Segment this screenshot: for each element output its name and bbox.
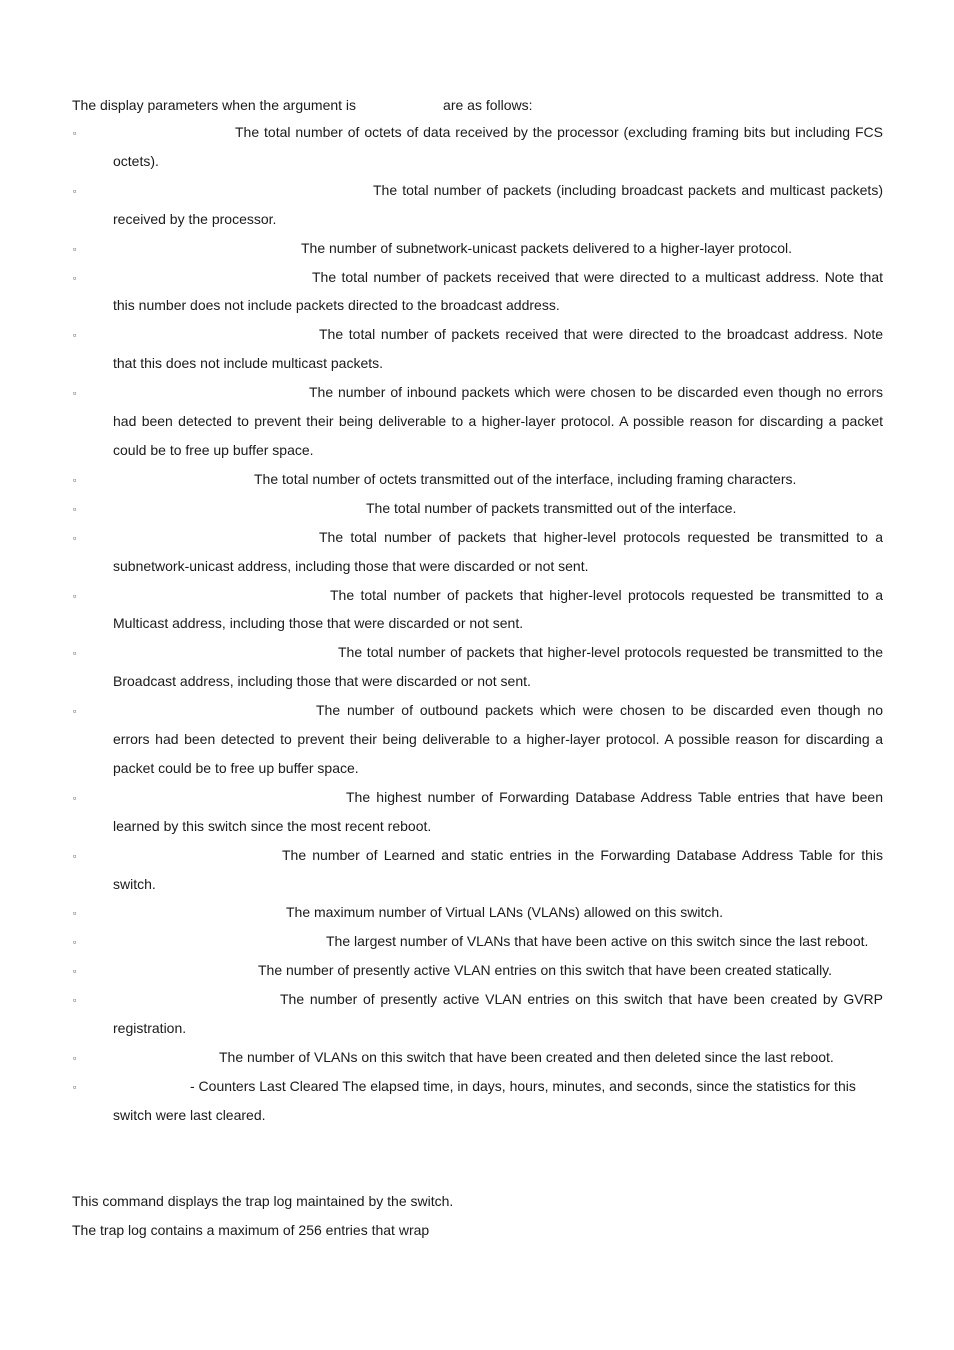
list-item-text: The total number of packets that higher-level protocols requested be transmitted to a subnetwork-unicast address, including those that were discarded or not sent. bbox=[113, 528, 883, 574]
list-item-text: The total number of packets that higher-level protocols requested be transmitted to the Broadcast address, including those that were discarded or not sent. bbox=[113, 644, 883, 690]
bullet-icon: ▫ bbox=[73, 128, 77, 138]
bullet-icon: ▫ bbox=[73, 966, 77, 977]
section-description: This command displays the trap log maintained by the switch. bbox=[72, 1193, 454, 1209]
bullet-icon: ▫ bbox=[73, 706, 77, 717]
list-item bbox=[0, 234, 954, 263]
list-item bbox=[0, 985, 954, 1043]
intro-text-before: The display parameters when the argument is bbox=[72, 97, 357, 113]
bullet-icon: ▫ bbox=[73, 590, 77, 601]
bullet-icon: ▫ bbox=[73, 850, 77, 861]
bullet-icon: ▫ bbox=[73, 792, 77, 803]
list-item bbox=[0, 927, 954, 956]
list-item-text: The number of outbound packets which were chosen to be discarded even though no errors had been detected to prevent their being deliverable to a higher-layer protocol. A possible reason for discarding a packet could be to free up buffer space. bbox=[113, 702, 883, 776]
bullet-icon: ▫ bbox=[73, 908, 77, 919]
list-item-text: The number of VLANs on this switch that have been created and then deleted since the last reboot. bbox=[219, 1049, 834, 1065]
list-item-text: The total number of packets (including broadcast packets and multicast packets) received by the processor. bbox=[113, 181, 883, 227]
list-item-text: The number of inbound packets which were chosen to be discarded even though no errors had been detected to prevent their being deliverable to a higher-layer protocol. A possible reason for discarding a packet could be to free up buffer space. bbox=[113, 384, 883, 458]
list-item bbox=[0, 898, 954, 927]
list-item-text: The total number of octets of data received by the processor (excluding framing bits but including FCS octets). bbox=[113, 124, 883, 169]
list-item-text: The number of subnetwork-unicast packets delivered to a higher-layer protocol. bbox=[301, 239, 793, 256]
bullet-icon: ▫ bbox=[73, 388, 77, 399]
bullet-icon: ▫ bbox=[73, 937, 77, 948]
list-item-text: The highest number of Forwarding Database Address Table entries that have been learned by this switch since the most recent reboot. bbox=[113, 788, 883, 834]
bullet-icon: ▫ bbox=[73, 532, 77, 543]
list-item-text: The maximum number of Virtual LANs (VLANs) allowed on this switch. bbox=[286, 904, 724, 921]
list-item bbox=[0, 320, 954, 378]
list-item bbox=[0, 378, 954, 465]
list-item-text: The largest number of VLANs that have been active on this switch since the last reboot. bbox=[326, 933, 869, 950]
list-item-text: The number of presently active VLAN entries on this switch that have been created by GVRP registration. bbox=[113, 991, 883, 1037]
list-item-text: The total number of packets received that were directed to the broadcast address. Note that this does not include multicast packets. bbox=[113, 326, 883, 372]
list-item bbox=[0, 581, 954, 639]
list-item-text: The number of presently active VLAN entries on this switch that have been created statically. bbox=[258, 962, 833, 979]
list-item bbox=[0, 956, 954, 985]
list-item bbox=[0, 118, 954, 176]
list-item bbox=[0, 523, 954, 581]
list-item bbox=[0, 638, 954, 696]
parameter-list bbox=[0, 118, 954, 1130]
list-item bbox=[0, 176, 954, 234]
list-item bbox=[0, 696, 954, 783]
list-item bbox=[0, 494, 954, 523]
intro-text-after: are as follows: bbox=[443, 97, 533, 113]
list-item-text: The total number of octets transmitted out of the interface, including framing characters. bbox=[254, 470, 797, 487]
list-item bbox=[0, 465, 954, 494]
list-item bbox=[0, 263, 954, 321]
section-description-continued: The trap log contains a maximum of 256 entries that wrap bbox=[72, 1222, 430, 1238]
list-item bbox=[0, 783, 954, 841]
bullet-icon: ▫ bbox=[73, 648, 77, 659]
list-item-text: The total number of packets transmitted out of the interface. bbox=[366, 499, 737, 516]
bullet-icon: ▫ bbox=[73, 995, 77, 1006]
bullet-icon: ▫ bbox=[73, 243, 77, 254]
list-item bbox=[0, 1072, 954, 1130]
list-item bbox=[0, 1043, 954, 1072]
bullet-icon: ▫ bbox=[73, 330, 77, 341]
bullet-icon: ▫ bbox=[73, 272, 77, 283]
bullet-icon: ▫ bbox=[73, 503, 77, 514]
bullet-icon: ▫ bbox=[73, 1053, 77, 1063]
list-item-text: - Counters Last Cleared The elapsed time, in days, hours, minutes, and seconds, since the statistics for this switch were last cleared. bbox=[113, 1077, 856, 1123]
bullet-icon: ▫ bbox=[73, 1081, 77, 1092]
bullet-icon: ▫ bbox=[73, 474, 77, 485]
list-item bbox=[0, 841, 954, 899]
list-item-text: The total number of packets received that were directed to a multicast address. Note that this number does not include packets directed to the broadcast address. bbox=[113, 268, 883, 314]
list-item-text: The number of Learned and static entries in the Forwarding Database Address Table for this switch. bbox=[113, 846, 883, 892]
intro-paragraph bbox=[72, 96, 533, 114]
list-item-text: The total number of packets that higher-level protocols requested be transmitted to a Multicast address, including those that were discarded or not sent. bbox=[113, 586, 883, 632]
bullet-icon: ▫ bbox=[73, 185, 77, 196]
